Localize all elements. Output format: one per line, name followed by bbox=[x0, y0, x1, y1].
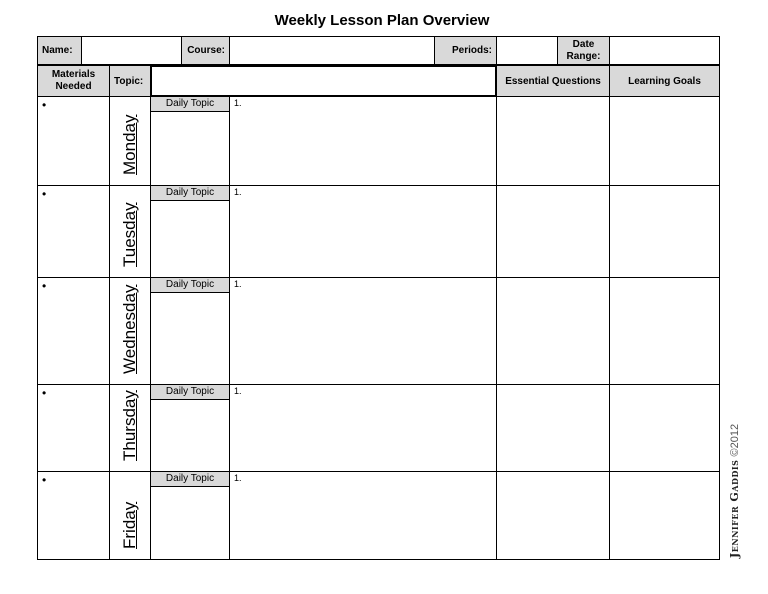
day-name-cell bbox=[109, 277, 151, 385]
daily-topic-cell[interactable] bbox=[150, 277, 230, 385]
materials-needed-header: Materials Needed bbox=[37, 65, 110, 97]
bullet: • bbox=[42, 386, 47, 400]
day-row-thursday bbox=[37, 384, 720, 472]
learning-goals-header: Learning Goals bbox=[609, 65, 720, 97]
learning-goals-cell[interactable] bbox=[609, 96, 720, 186]
day-name: Monday bbox=[120, 114, 139, 175]
bullet: • bbox=[42, 98, 47, 112]
lesson-cell[interactable] bbox=[229, 185, 497, 278]
day-name-cell bbox=[109, 384, 151, 472]
day-name: Tuesday bbox=[120, 202, 139, 267]
essential-questions-header: Essential Questions bbox=[496, 65, 610, 97]
copyright-year: ©2012 bbox=[729, 423, 741, 457]
materials-cell[interactable] bbox=[37, 384, 110, 472]
learning-goals-cell[interactable] bbox=[609, 384, 720, 472]
day-name-cell bbox=[109, 96, 151, 186]
daily-topic-cell[interactable] bbox=[150, 471, 230, 560]
materials-cell[interactable] bbox=[37, 185, 110, 278]
daily-topic-label: Daily Topic bbox=[151, 186, 229, 201]
daily-topic-cell[interactable] bbox=[150, 96, 230, 186]
date-range-label: Date Range: bbox=[557, 36, 610, 65]
daily-topic-cell[interactable] bbox=[150, 384, 230, 472]
learning-goals-cell[interactable] bbox=[609, 277, 720, 385]
learning-goals-cell[interactable] bbox=[609, 185, 720, 278]
day-row-friday bbox=[37, 471, 720, 560]
item-number: 1. bbox=[234, 279, 242, 289]
learning-goals-cell[interactable] bbox=[609, 471, 720, 560]
daily-topic-label: Daily Topic bbox=[151, 278, 229, 293]
day-name-cell bbox=[109, 471, 151, 560]
materials-cell[interactable] bbox=[37, 277, 110, 385]
day-name: Wednesday bbox=[120, 284, 139, 374]
author-name: Jennifer Gaddis bbox=[728, 459, 741, 558]
day-name: Thursday bbox=[120, 390, 139, 461]
lesson-cell[interactable] bbox=[229, 96, 497, 186]
bullet: • bbox=[42, 473, 47, 487]
lesson-cell[interactable] bbox=[229, 277, 497, 385]
course-label: Course: bbox=[181, 36, 230, 65]
page-title: Weekly Lesson Plan Overview bbox=[274, 12, 490, 29]
bullet: • bbox=[42, 187, 47, 201]
item-number: 1. bbox=[234, 386, 242, 396]
day-row-monday bbox=[37, 96, 720, 186]
materials-cell[interactable] bbox=[37, 471, 110, 560]
topic-label: Topic: bbox=[109, 65, 151, 97]
item-number: 1. bbox=[234, 187, 242, 197]
day-row-tuesday bbox=[37, 185, 720, 278]
copyright-notice bbox=[728, 424, 741, 558]
bullet: • bbox=[42, 279, 47, 293]
periods-field[interactable] bbox=[496, 36, 558, 65]
day-row-wednesday bbox=[37, 277, 720, 385]
name-field[interactable] bbox=[81, 36, 182, 65]
lesson-cell[interactable] bbox=[229, 471, 497, 560]
daily-topic-label: Daily Topic bbox=[151, 385, 229, 400]
item-number: 1. bbox=[234, 98, 242, 108]
header-row-columns bbox=[37, 65, 720, 97]
day-name-cell bbox=[109, 185, 151, 278]
essential-questions-cell[interactable] bbox=[496, 96, 610, 186]
essential-questions-cell[interactable] bbox=[496, 471, 610, 560]
lesson-cell[interactable] bbox=[229, 384, 497, 472]
date-range-field[interactable] bbox=[609, 36, 720, 65]
daily-topic-label: Daily Topic bbox=[151, 97, 229, 112]
header-row-info bbox=[37, 36, 720, 65]
daily-topic-label: Daily Topic bbox=[151, 472, 229, 487]
essential-questions-cell[interactable] bbox=[496, 277, 610, 385]
materials-cell[interactable] bbox=[37, 96, 110, 186]
periods-label: Periods: bbox=[434, 36, 497, 65]
day-name: Friday bbox=[120, 501, 139, 549]
daily-topic-cell[interactable] bbox=[150, 185, 230, 278]
name-label: Name: bbox=[37, 36, 82, 65]
item-number: 1. bbox=[234, 473, 242, 483]
essential-questions-cell[interactable] bbox=[496, 185, 610, 278]
course-field[interactable] bbox=[229, 36, 435, 65]
topic-field[interactable] bbox=[150, 65, 497, 97]
essential-questions-cell[interactable] bbox=[496, 384, 610, 472]
